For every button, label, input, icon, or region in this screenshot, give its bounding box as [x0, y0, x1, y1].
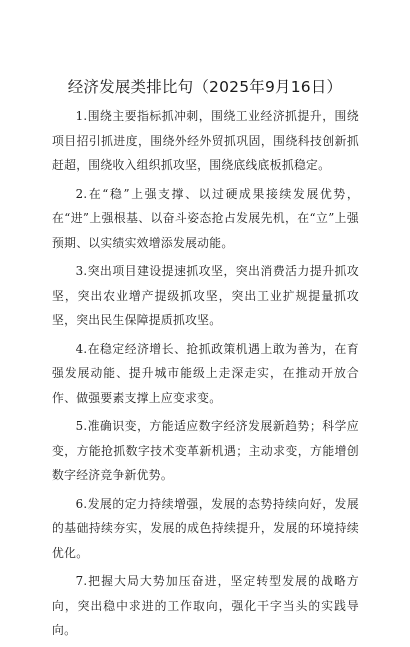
paragraph-6: 6.发展的定力持续增强，发展的态势持续向好，发展的基础持续夯实，发展的成色持续提升，发展的环境持续优化。 — [52, 496, 359, 560]
paragraph-4: 4.在稳定经济增长、抢抓政策机遇上敢为善为，在育强发展动能、提升城市能级上走深走实，在推动开放合作、做强要素支撑上应变求变。 — [52, 341, 359, 405]
paragraph-5: 5.准确识变，方能适应数字经济发展新趋势；科学应变，方能抢抓数字技术变革新机遇；主动求变，方能增创数字经济竞争新优势。 — [52, 419, 359, 482]
paragraph-7: 7.把握大局大势加压奋进，坚定转型发展的战略方向，突出稳中求进的工作取向，强化干字当头的实践导向。 — [52, 574, 359, 637]
document-body — [52, 104, 359, 647]
document-title: 经济发展类排比句（2025年9月16日） — [67, 78, 343, 96]
paragraph-1: 1.围绕主要指标抓冲刺，围绕工业经济抓提升，围绕项目招引抓进度，围绕外经外贸抓巩固，围绕科技创新抓赶超，围绕收入组织抓攻坚，围绕底线底板抓稳定。 — [52, 109, 359, 172]
paragraph-3: 3.突出项目建设提速抓攻坚，突出消费活力提升抓攻坚，突出农业增产提级抓攻坚，突出工业扩规提量抓攻坚，突出民生保障提质抓攻坚。 — [52, 264, 359, 327]
paragraph-2: 2.在“稳”上强支撑、以过硬成果接续发展优势，在“进”上强根基、以奋斗姿态抢占发展先机，在“立”上强预期、以实绩实效增添发展动能。 — [52, 186, 359, 250]
